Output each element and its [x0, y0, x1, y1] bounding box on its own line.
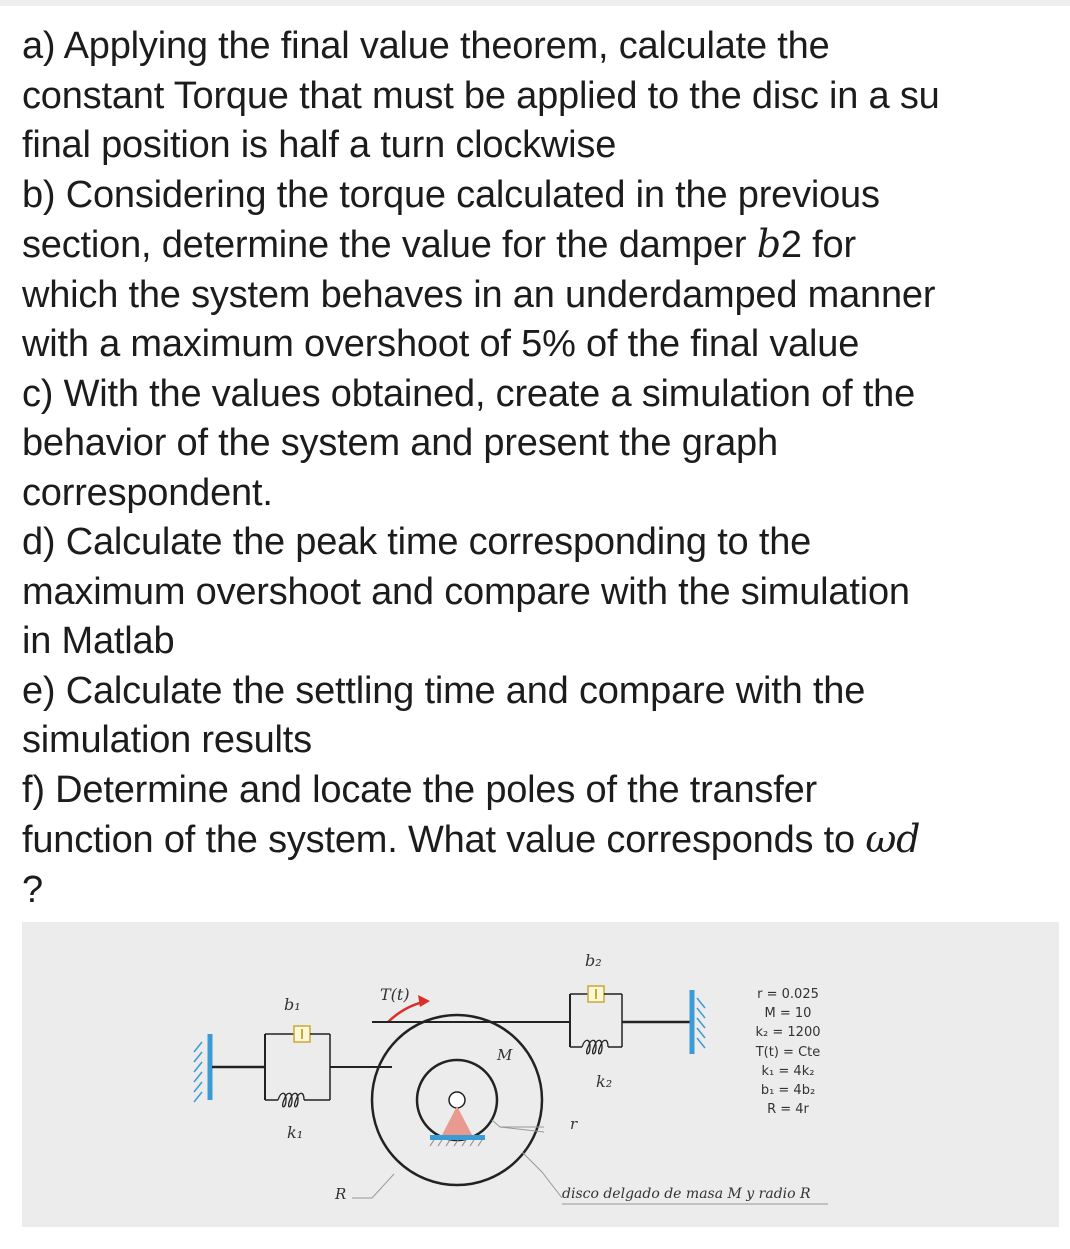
R-leader: [352, 1174, 394, 1198]
spring-k2: [570, 1040, 622, 1054]
param-M: M = 10: [764, 1006, 812, 1021]
problem-line: b) Considering the torque calculated in the previous: [22, 173, 880, 216]
label-b2: b₂: [585, 951, 602, 970]
label-k2: k₂: [596, 1072, 613, 1091]
problem-line: which the system behaves in an underdamped manner: [22, 273, 936, 316]
problem-line: a) Applying the final value theorem, calculate the: [22, 25, 830, 67]
label-k1: k₁: [287, 1123, 304, 1142]
problem-line: in Matlab: [22, 620, 175, 662]
line-text: function of the system. What value corresponds to: [22, 819, 866, 861]
right-wall: [692, 990, 705, 1054]
param-R: R = 4r: [767, 1102, 809, 1117]
caption-leader: [522, 1152, 562, 1198]
problem-line: correspondent.: [22, 471, 273, 514]
problem-line: ?: [22, 868, 43, 911]
disc: [372, 1015, 542, 1185]
label-r: r: [570, 1115, 578, 1133]
problem-line: behavior of the system and present the graph: [22, 422, 778, 464]
problem-line: constant Torque that must be applied to the disc in a su: [22, 74, 940, 117]
param-r: r = 0.025: [757, 987, 819, 1002]
problem-line: maximum overshoot and compare with the simulation: [22, 570, 910, 613]
left-wall: [194, 1034, 210, 1102]
parameter-list: [755, 987, 821, 1117]
param-T: T(t) = Cte: [755, 1045, 821, 1060]
line-text: section, determine the value for the damper: [22, 224, 757, 266]
damper-b2: [570, 986, 622, 1047]
damper-b1: [265, 1026, 330, 1100]
label-R: R: [335, 1185, 347, 1203]
param-k2: k₂ = 1200: [755, 1025, 821, 1040]
problem-line: with a maximum overshoot of 5% of the final value: [22, 323, 860, 365]
problem-line: [22, 815, 1062, 866]
param-b1: b₁ = 4b₂: [760, 1083, 816, 1098]
problem-line: c) With the values obtained, create a simulation of the: [22, 372, 916, 415]
line-text: 2 for: [780, 224, 856, 266]
problem-line: [22, 220, 1062, 271]
spring-k1: [265, 1093, 330, 1107]
problem-line: e) Calculate the settling time and compare with the: [22, 669, 866, 712]
top-divider: [0, 0, 1070, 6]
problem-line: f) Determine and locate the poles of the transfer: [22, 768, 817, 811]
label-b1: b₁: [284, 995, 301, 1014]
problem-line: simulation results: [22, 719, 312, 761]
label-mass: M: [497, 1046, 513, 1064]
mechanical-system-figure: [22, 922, 1059, 1227]
problem-line: d) Calculate the peak time corresponding to the: [22, 521, 812, 563]
system-diagram: [22, 922, 1059, 1227]
omega-d-symbol: ωd: [865, 817, 921, 861]
label-torque: T(t): [380, 985, 410, 1004]
figure-caption: disco delgado de masa M y radio R: [562, 1186, 811, 1202]
problem-line: final position is half a turn clockwise: [22, 124, 617, 166]
param-k1: k₁ = 4k₂: [761, 1064, 815, 1079]
problem-statement: [22, 22, 1062, 915]
damper-symbol: b: [756, 222, 781, 266]
